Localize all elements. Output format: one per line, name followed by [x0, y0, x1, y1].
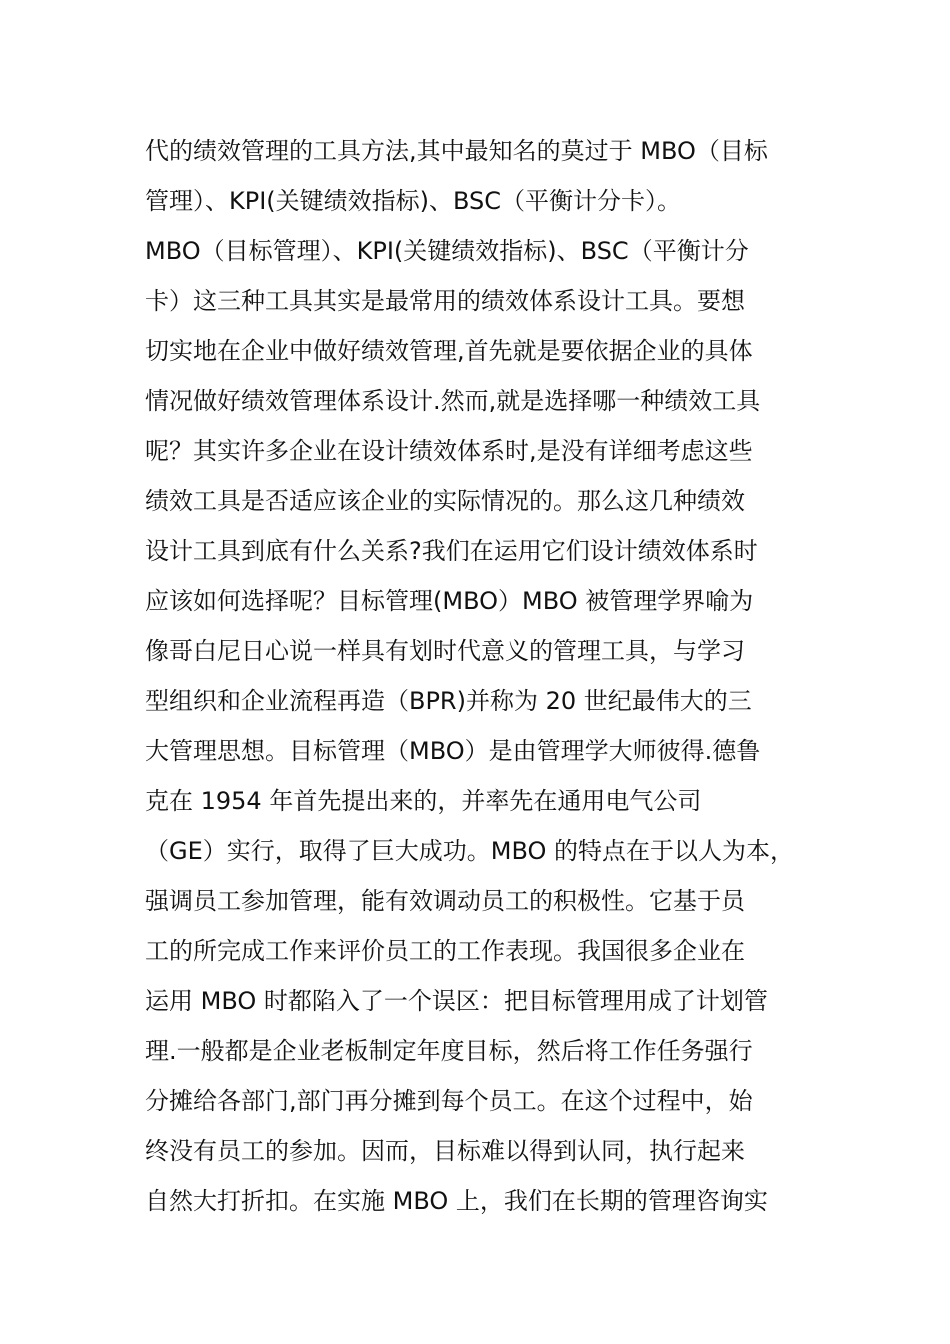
- text-line: 工的所完成工作来评价员工的工作表现。我国很多企业在: [145, 937, 745, 965]
- body-text: [145, 126, 845, 1226]
- text-line: 运用 MBO 时都陷入了一个误区：把目标管理用成了计划管: [145, 987, 768, 1015]
- text-line: 管理）、KPI(关键绩效指标)、BSC（平衡计分卡）。: [145, 187, 682, 215]
- text-line: 设计工具到底有什么关系?我们在运用它们设计绩效体系时: [145, 537, 758, 565]
- text-line: 大管理思想。目标管理（MBO）是由管理学大师彼得.德鲁: [145, 737, 761, 765]
- text-line: MBO（目标管理）、KPI(关键绩效指标)、BSC（平衡计分: [145, 237, 749, 265]
- text-line: 应该如何选择呢？目标管理(MBO）MBO 被管理学界喻为: [145, 587, 754, 615]
- text-line: 型组织和企业流程再造（BPR)并称为 20 世纪最伟大的三: [145, 687, 752, 715]
- text-line: 强调员工参加管理，能有效调动员工的积极性。它基于员: [145, 887, 745, 915]
- text-line: 卡）这三种工具其实是最常用的绩效体系设计工具。要想: [145, 287, 745, 315]
- text-line: 克在 1954 年首先提出来的，并率先在通用电气公司: [145, 787, 702, 815]
- text-line: 像哥白尼日心说一样具有划时代意义的管理工具，与学习: [145, 637, 745, 665]
- text-line: 呢？其实许多企业在设计绩效体系时,是没有详细考虑这些: [145, 437, 753, 465]
- text-line: 分摊给各部门,部门再分摊到每个员工。在这个过程中，始: [145, 1087, 753, 1115]
- text-line: 终没有员工的参加。因而，目标难以得到认同，执行起来: [145, 1137, 745, 1165]
- text-line: 情况做好绩效管理体系设计.然而,就是选择哪一种绩效工具: [145, 387, 761, 415]
- text-line: 自然大打折扣。在实施 MBO 上，我们在长期的管理咨询实: [145, 1187, 768, 1215]
- text-line: 理.一般都是企业老板制定年度目标，然后将工作任务强行: [145, 1037, 753, 1065]
- text-line: 绩效工具是否适应该企业的实际情况的。那么这几种绩效: [145, 487, 745, 515]
- text-line: 代的绩效管理的工具方法,其中最知名的莫过于 MBO（目标: [145, 137, 768, 165]
- text-line: （GE）实行，取得了巨大成功。MBO 的特点在于以人为本，: [145, 837, 795, 865]
- text-line: 切实地在企业中做好绩效管理,首先就是要依据企业的具体: [145, 337, 753, 365]
